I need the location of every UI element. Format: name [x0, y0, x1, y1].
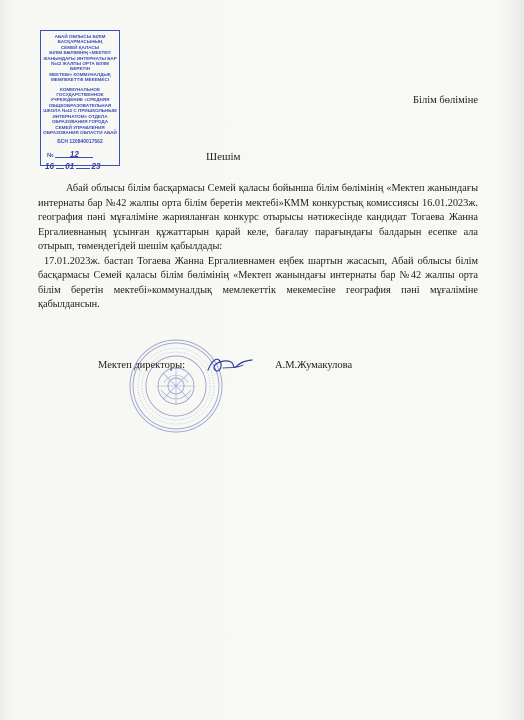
stamp-bin: БСН 120840017562 [57, 139, 103, 146]
body-paragraph-2: 17.01.2023ж. бастап Тогаева Жанна Ергалиевнамен еңбек шартын жасасып, Абай облысы білім басқармасы Семей қаласы білім бөлімінің «Мектеп жанындағы интернаты бар №42 жалпы орта білім беретін мектебі»коммуналдық мемлекеттік мекемесіне география пәні мұғаліміне қабылдансын. [38, 255, 478, 310]
stamp-ru-text: КОММУНАЛЬНОЕ ГОСУДАРСТВЕННОЕ УЧРЕЖДЕНИЕ «СРЕДНЯЯ ОБЩЕОБРАЗОВАТЕЛЬНАЯ ШКОЛА №42 С ПРИШКОЛЬНЫМ ИНТЕРНАТОМ» ОТДЕЛА ОБРАЗОВАНИЯ ГОРОДА СЕМЕЙ УПРАВЛЕНИЯ ОБРАЗОВАНИЯ ОБЛАСТИ АБАЙ [43, 86, 117, 135]
stamp-kz-text: АБАЙ ОБЛЫСЫ БІЛІМ БАСҚАРМАСЫНЫҢ СЕМЕЙ ҚАЛАСЫ БІЛІМ БӨЛІМІНІҢ «МЕКТЕП ЖАНЫНДАҒЫ ИНТЕРНАТЫ БАР №42 ЖАЛПЫ ОРТА БІЛІМ БЕРЕТІН МЕКТЕБІ» КОММУНАЛДЫҚ МЕМЛЕКЕТТІК МЕКЕМЕСІ [43, 34, 117, 83]
stamp-reg-number: 12 [69, 149, 79, 159]
stamp-date-day: 16 [45, 162, 54, 172]
stamp-reg-prefix: № [47, 152, 54, 159]
addressee: Білім бөліміне [413, 95, 478, 106]
signature-row [0, 360, 524, 380]
stamp-date-month: 01 [65, 162, 75, 172]
body-paragraph-1: Абай облысы білім басқармасы Семей қаласы бойынша білім бөлімінің «Мектеп жанындағы интернаты бар №42 жалпы орта білім беретін мектебі»КММ конкурстық комиссиясы 16.01.2023ж. география пәні мұғаліміне жарияланған конкурс отырысы нәтижесінде кандидат Тогаева Жанна Ергалиевнаның ұсынған құжаттарын қарай келе, бағалау парағындағы балдарын есепке ала отырып, төмендегідей шешім қабылдады: [38, 183, 478, 252]
registration-stamp [40, 30, 120, 172]
document-body [38, 182, 478, 313]
signature-label: Мектеп директоры: [98, 360, 186, 371]
handwritten-signature-icon [205, 352, 257, 378]
document-title: Шешім [206, 151, 241, 163]
signatory-name: А.М.Жумакулова [275, 360, 353, 371]
stamp-registration-line [43, 149, 117, 159]
stamp-date-year: 23 [91, 162, 101, 172]
stamp-date-line [43, 164, 117, 171]
